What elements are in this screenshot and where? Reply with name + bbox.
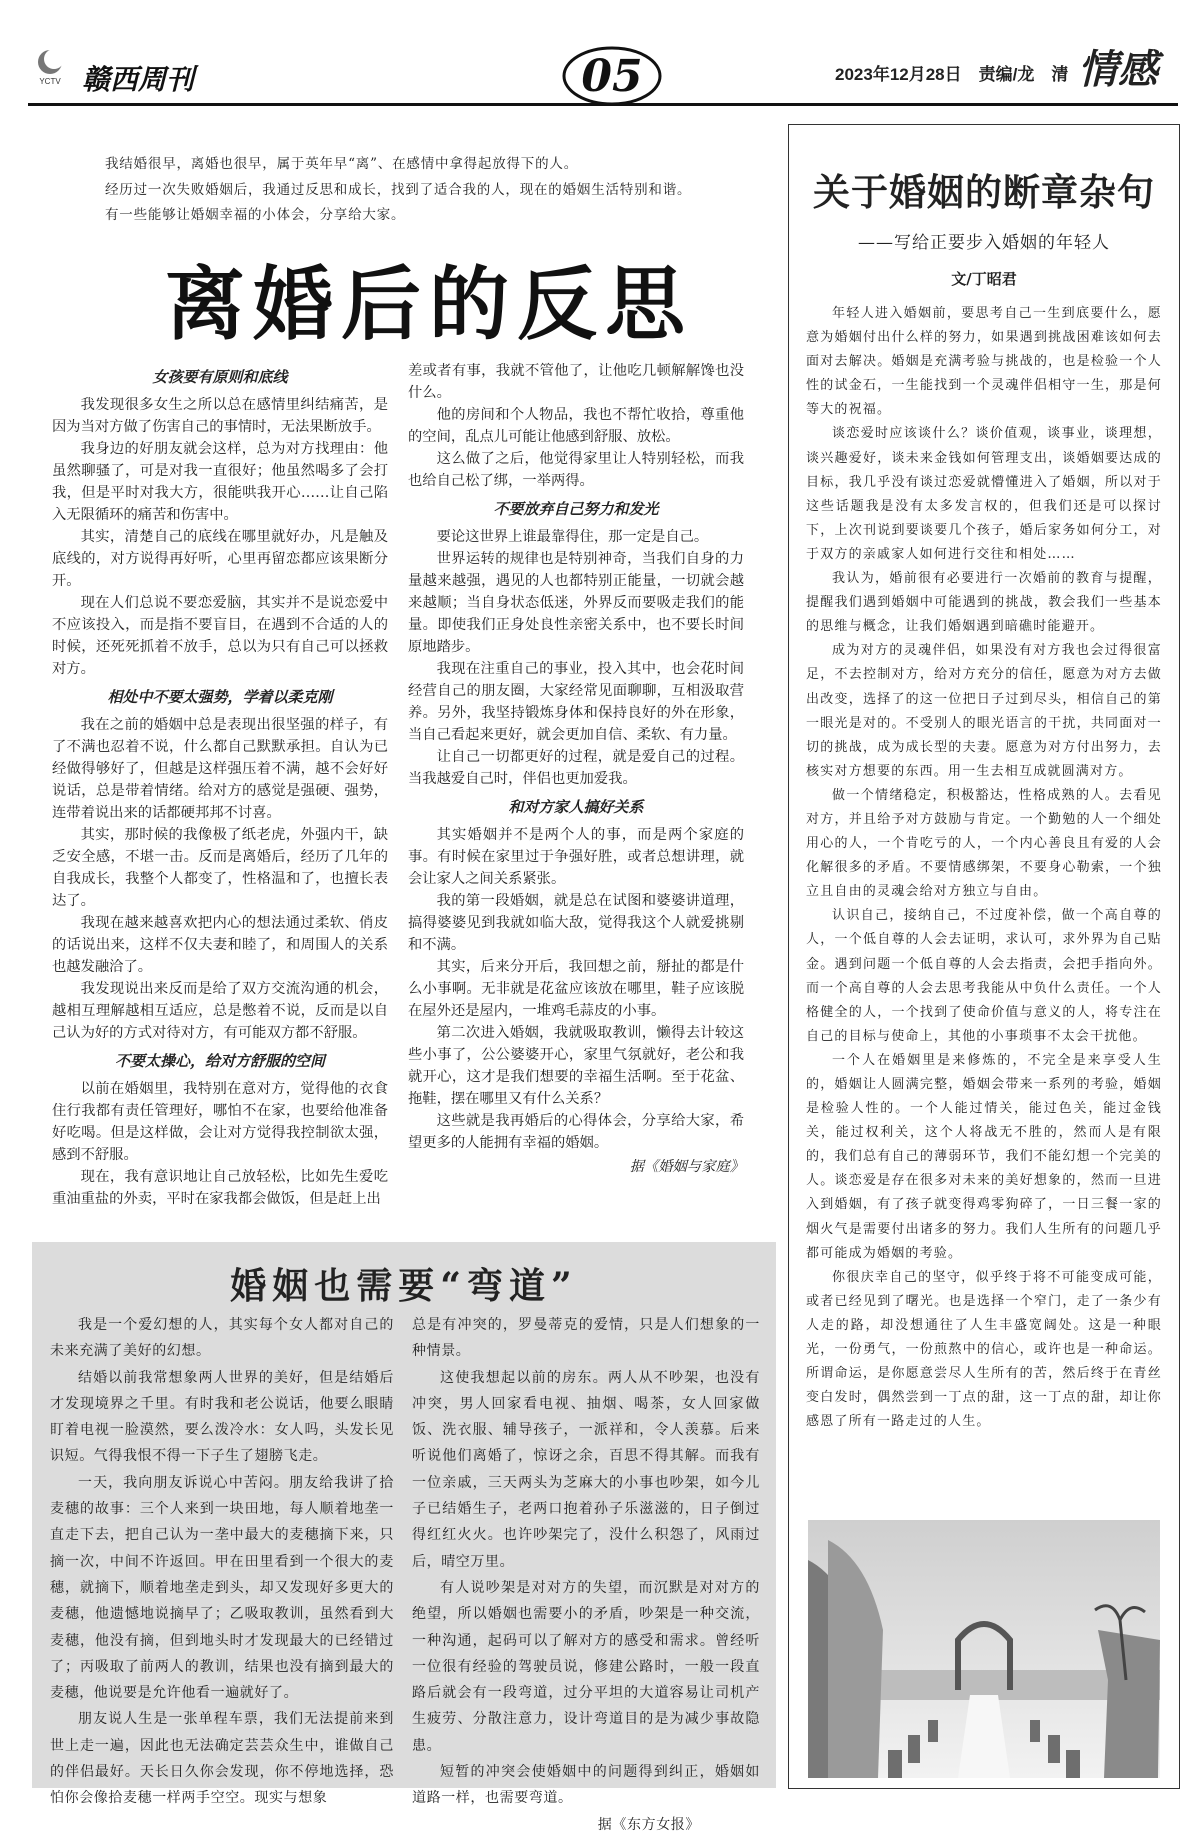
article1-column-1 (52, 360, 388, 1210)
paragraph: 短暂的冲突会使婚姻中的问题得到纠正，婚姻如道路一样，也需要弯道。 (412, 1764, 760, 1807)
header-rule (28, 103, 1178, 106)
paragraph: 总是有冲突的，罗曼蒂克的爱情，只是人们想象的一种情景。 (412, 1317, 760, 1360)
paragraph: 我在之前的婚姻中总是表现出很坚强的样子，有了不满也忍着不说，什么都自己默默承担。自认为已经做得够好了，但越是这样强压着不满，越不会好好说话，总是带着情绪。给对方的感觉是强硬、强势，连带着说出来的话都硬邦邦不讨喜。 (52, 717, 388, 821)
paragraph: 我现在注重自己的事业，投入其中，也会花时间经营自己的朋友圈，大家经常见面聊聊，互相汲取营养。另外，我坚持锻炼身体和保持良好的外在形象，当自己看起来更好，就会更加自信、柔软、有力量。 (408, 661, 744, 743)
yctv-logo-icon (30, 46, 70, 86)
paragraph: 现在，我有意识地让自己放轻松，比如先生爱吃重油重盐的外卖，平时在家我都会做饭，但是赶上出 (52, 1169, 388, 1207)
paragraph: 他的房间和个人物品，我也不帮忙收拾，尊重他的空间，乱点儿可能让他感到舒服、放松。 (408, 407, 744, 445)
paragraph: 其实，清楚自己的底线在哪里就好办，凡是触及底线的，对方说得再好听，心里再留恋都应该果断分开。 (52, 529, 388, 589)
paragraph: 其实，后来分开后，我回想之前，掰扯的都是什么小事啊。无非就是花盆应该放在哪里，鞋子应该脱在屋外还是屋内，一堆鸡毛蒜皮的小事。 (408, 959, 744, 1019)
article1-title: 离婚后的反思 (165, 258, 693, 351)
paragraph: 这使我想起以前的房东。两人从不吵架，也没有冲突，男人回家看电视、抽烟、喝茶，女人回家做饭、洗衣服、辅导孩子，一派祥和，令人羡慕。后来听说他们离婚了，惊讶之余，百思不得其解。而我有一位亲戚，三天两头为芝麻大的小事也吵架，如今儿子已结婚生子，老两口抱着孙子乐滋滋的，日子倒过得红红火火。也许吵架完了，没什么积怨了，风雨过后，晴空万里。 (412, 1369, 760, 1570)
paragraph: 结婚以前我常想象两人世界的美好，但是结婚后才发现境界之千里。有时我和老公说话，他要么眼睛盯着电视一脸漠然，要么泼冷水：女人吗，头发长见识短。气得我恨不得一下子生了翅膀飞走。 (50, 1369, 394, 1465)
paragraph: 谈恋爱时应该谈什么？谈价值观，谈事业，谈理想，谈兴趣爱好，谈未来金钱如何管理支出，谈婚姻要达成的目标，我几乎没有谈过恋爱就懵懂进入了婚姻，所以对于这些话题我是没有太多发言权的，但我们还是可以探讨下，上次刊说到要谈要几个孩子，婚后家务如何分工，对于双方的亲戚家人如何进行交往和相处…… (806, 426, 1162, 562)
publication-name: 赣西周刊 (82, 63, 195, 96)
logo-text: YCTV (39, 77, 61, 86)
paragraph: 我发现说出来反而是给了双方交流沟通的机会，越相互理解越相互适应，总是憋着不说，反而是以自己认为好的方式对待对方，有可能双方都不舒服。 (52, 981, 388, 1041)
article3-title: 关于婚姻的断章杂句 (813, 170, 1155, 214)
source-credit: 据《婚姻与家庭》 (629, 1159, 744, 1175)
paragraph: 认识自己，接纳自己，不过度补偿，做一个高自尊的人，一个低自尊的人会去证明，求认可，求外界为自己贴金。遇到问题一个低自尊的人会去指责，会把手指向外。而一个高自尊的人会去思考我能从中负什么责任。一个人格健全的人，一个找到了使命价值与意义的人，将专注在自己的目标与使命上，其他的小事琐事不太会干扰他。 (806, 908, 1162, 1044)
paragraph: 成为对方的灵魂伴侣，如果没有对方我也会过得很富足，不去控制对方，给对方充分的信任，愿意为对方去做出改变，选择了的这一位把日子过到尽头，相信自己的第一眼光是对的。不受别人的眼光语言的干扰，共同面对一切的挑战，成为成长型的夫妻。愿意为对方付出努力，去核实对方想要的东西。用一生去相互成就圆满对方。 (806, 643, 1162, 779)
paragraph: 这么做了之后，他觉得家里让人特别轻松，而我也给自己松了绑，一举两得。 (408, 451, 744, 489)
section-heading: 相处中不要太强势，学着以柔克刚 (107, 688, 333, 706)
intro-line: 有一些能够让婚姻幸福的小体会，分享给大家。 (105, 207, 406, 223)
paragraph: 我发现很多女生之所以总在感情里纠结痛苦，是因为当对方做了伤害自己的事情时，无法果断放手。 (52, 397, 388, 435)
article2-title: 婚姻也需要“弯道” (230, 1265, 578, 1307)
article1-column-2 (408, 360, 744, 1178)
article3-subtitle: ——写给正要步入婚姻的年轻人 (858, 233, 1110, 253)
paragraph: 我身边的好朋友就会这样，总为对方找理由：他虽然聊骚了，可是对我一直很好；他虽然喝多了会打我，但是平时对我大方，很能哄我开心……让自己陷入无限循环的痛苦和伤害中。 (52, 441, 388, 523)
paragraph: 要论这世界上谁最靠得住，那一定是自己。 (436, 529, 709, 545)
page-number: 05 (581, 51, 643, 102)
intro-line: 经历过一次失败婚姻后，我通过反思和成长，找到了适合我的人，现在的婚姻生活特别和谐。 (105, 181, 692, 198)
paragraph: 这些就是我再婚后的心得体会，分享给大家，希望更多的人能拥有幸福的婚姻。 (408, 1113, 744, 1151)
section-heading: 女孩要有原则和底线 (152, 368, 288, 386)
source-credit: 据《东方女报》 (597, 1816, 700, 1833)
section-heading: 不要太操心，给对方舒服的空间 (114, 1052, 325, 1070)
article3-author: 文/丁昭君 (951, 270, 1017, 288)
paragraph: 我认为，婚前很有必要进行一次婚前的教育与提醒，提醒我们遇到婚姻中可能遇到的挑战，教会我们一些基本的思维与概念，让我们婚姻遇到暗礁时能避开。 (806, 571, 1162, 635)
section-heading: 不要放弃自己努力和发光 (493, 500, 659, 518)
section-heading: 和对方家人搞好关系 (508, 798, 644, 816)
wedding-arch-photo (808, 1520, 1160, 1778)
paragraph: 让自己一切都更好的过程，就是爱自己的过程。当我越爱自己时，伴侣也更加爱我。 (408, 749, 744, 787)
paragraph: 朋友说人生是一张单程车票，我们无法提前来到世上走一遍，因此也无法确定芸芸众生中，谁做自己的伴侣最好。天长日久你会发现，你不停地选择，恐怕你会像拾麦穗一样两手空空。现实与想象 (50, 1711, 394, 1807)
paragraph: 一个人在婚姻里是来修炼的，不完全是来享受人生的，婚姻让人圆满完整，婚姻会带来一系列的考验，婚姻是检验人性的。一个人能过情关，能过色关，能过金钱关，能过权利关，这个人将战无不胜的，然而人是有限的，我们总有自己的薄弱环节，我们不能幻想一个完美的人。谈恋爱是存在很多对未来的美好想象的，然而一旦进入到婚姻，有了孩子就变得鸡零狗碎了，一日三餐一家的烟火气是需要付出诸多的努力。我们人生所有的问题几乎都可能成为婚姻的考验。 (806, 1052, 1162, 1261)
paragraph: 有人说吵架是对对方的失望，而沉默是对对方的绝望，所以婚姻也需要小的矛盾，吵架是一种交流，一种沟通，起码可以了解对方的感受和需求。曾经听一位很有经验的驾驶员说，修建公路时，一般一段直路后就会有一段弯道，过分平坦的大道容易让司机产生疲劳、分散注意力，设计弯道目的是为减少事故隐患。 (412, 1579, 760, 1754)
intro-line: 我结婚很早，离婚也很早，属于英年早“离”、在感情中拿得起放得下的人。 (105, 156, 579, 172)
paragraph: 做一个情绪稳定，积极豁达，性格成熟的人。去看见对方，并且给予对方鼓励与肯定。一个勤勉的人一个细处用心的人，一个肯吃亏的人，一个内心善良且有爱的人会化解很多的矛盾。不要情感绑架，不要身心勒索，一个独立且自由的灵魂会给对方独立与自由。 (806, 787, 1162, 900)
paragraph: 以前在婚姻里，我特别在意对方，觉得他的衣食住行我都有责任管理好，哪怕不在家，也要给他准备好吃喝。但是这样做，会让对方觉得我控制欲太强，感到不舒服。 (52, 1081, 388, 1163)
paragraph: 其实婚姻并不是两个人的事，而是两个家庭的事。有时候在家里过于争强好胜，或者总想讲理，就会让家人之间关系紧张。 (408, 827, 744, 887)
article1-intro (105, 152, 765, 229)
paragraph: 年轻人进入婚姻前，要思考自己一生到底要什么，愿意为婚姻付出什么样的努力，如果遇到挑战困难该如何去面对去解决。婚姻是充满考验与挑战的，也是检验一个人性的试金石，一生能找到一个灵魂伴侣相守一生，那是何等大的祝福。 (806, 306, 1162, 418)
article2-column-2 (412, 1312, 760, 1838)
article2-column-1 (50, 1312, 394, 1812)
paragraph: 世界运转的规律也是特别神奇，当我们自身的力量越来越强，遇见的人也都特别正能量，一切就会越来越顺；当自身状态低迷，外界反而要吸走我们的能量。即使我们正身处良性亲密关系中，也不要长时间原地踏步。 (408, 551, 744, 655)
paragraph: 我是一个爱幻想的人，其实每个女人都对自己的未来充满了美好的幻想。 (50, 1317, 394, 1360)
paragraph-continued: 差或者有事，我就不管他了，让他吃几顿解解馋也没什么。 (408, 363, 744, 401)
date-editor-line: 2023年12月28日 责编/龙 清 (835, 65, 1069, 84)
paragraph: 我现在越来越喜欢把内心的想法通过柔软、俏皮的话说出来，这样不仅夫妻和睦了，和周围人的关系也越发融洽了。 (52, 915, 388, 975)
paragraph: 你很庆幸自己的坚守，似乎终于将不可能变成可能，或者已经见到了曙光。也是选择一个窄门，走了一条少有人走的路，却没想通往了人生丰盛宽阔处。这是一种眼光，一份勇气，一份煎熬中的信心，或许也是一种命运。所谓命运，是你愿意尝尽人生所有的苦，然后终于在青丝变白发时，偶然尝到一丁点的甜，这一丁点的甜，却让你感恩了所有一路走过的人生。 (806, 1269, 1162, 1430)
paragraph: 第二次进入婚姻，我就吸取教训，懒得去计较这些小事了，公公婆婆开心，家里气氛就好，老公和我就开心，这才是我们想要的幸福生活啊。至于花盆、拖鞋，摆在哪里又有什么关系？ (408, 1025, 744, 1107)
paragraph: 我的第一段婚姻，就是总在试图和婆婆讲道理，搞得婆婆见到我就如临大敌，觉得我这个人就爱挑剔和不满。 (408, 893, 744, 953)
paragraph: 现在人们总说不要恋爱脑，其实并不是说恋爱中不应该投入，而是指不要盲目，在遇到不合适的人的时候，还死死抓着不放手，总以为只有自己可以拯救对方。 (52, 595, 388, 677)
article3-body (806, 302, 1162, 1434)
section-name: 情感 (1078, 46, 1158, 93)
paragraph: 其实，那时候的我像极了纸老虎，外强内干，缺乏安全感，不堪一击。反而是离婚后，经历了几年的自我成长，我整个人都变了，性格温和了，也擅长表达了。 (52, 827, 388, 909)
paragraph: 一天，我向朋友诉说心中苦闷。朋友给我讲了拾麦穗的故事：三个人来到一块田地，每人顺着地垄一直走下去，把自己认为一垄中最大的麦穗摘下来，只摘一次，中间不许返回。甲在田里看到一个很大的麦穗，就摘下，顺着地垄走到头，却又发现好多更大的麦穗，他遗憾地说摘早了；乙吸取教训，虽然看到大麦穗，他没有摘，但到地头时才发现最大的已经错过了；丙吸取了前两人的教训，结果也没有摘到最大的麦穗，他说要是允许他看一遍就好了。 (50, 1474, 394, 1702)
page-number-badge (560, 44, 664, 108)
